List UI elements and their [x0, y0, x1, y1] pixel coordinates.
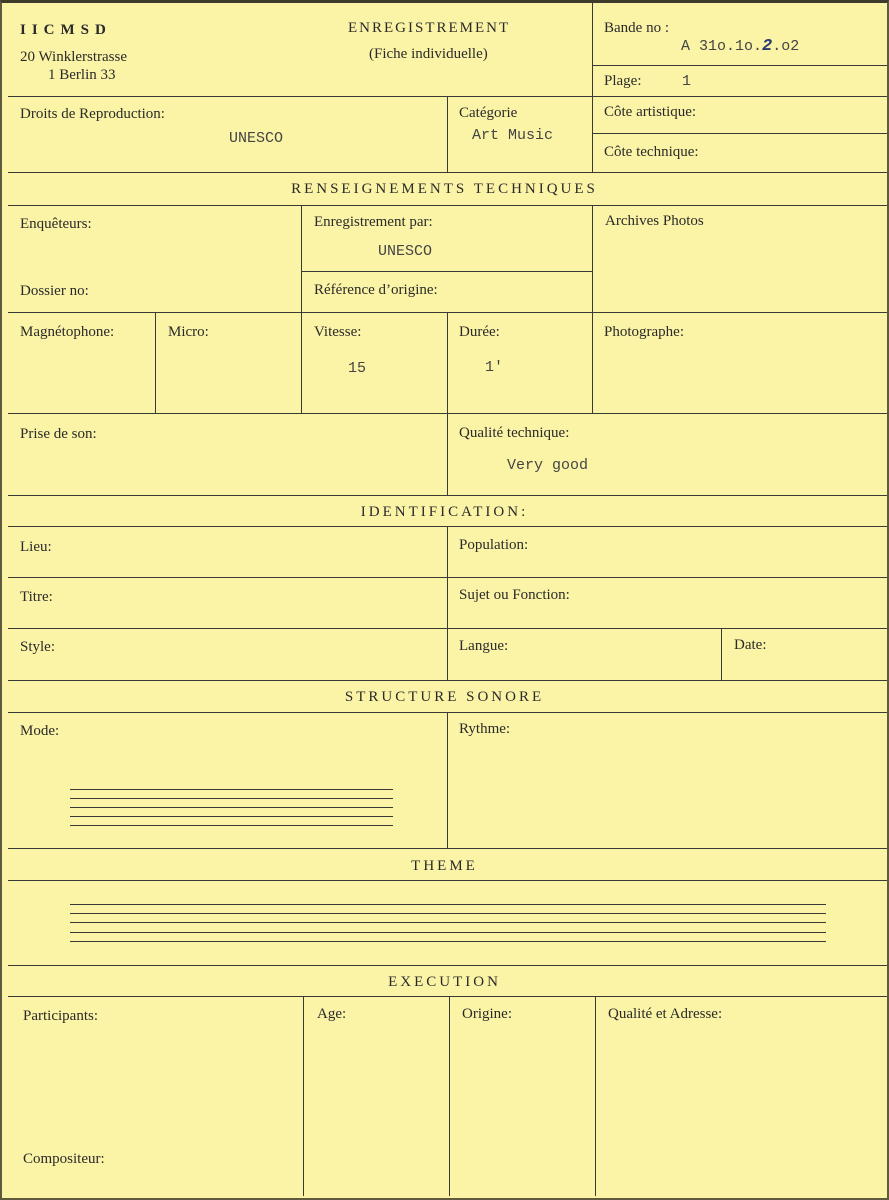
section-title-technical: RENSEIGNEMENTS TECHNIQUES: [291, 181, 598, 197]
bande-value-handwritten: 2: [762, 37, 773, 56]
divider: [8, 880, 887, 881]
magnetophone-label: Magnétophone:: [20, 324, 115, 340]
divider: [592, 133, 887, 134]
divider: [447, 96, 448, 172]
form-subtitle: (Fiche individuelle): [369, 46, 488, 62]
divider: [592, 3, 593, 172]
participants-label: Participants:: [23, 1008, 98, 1024]
plage-value: 1: [682, 73, 692, 90]
bande-value-suffix: .o2: [772, 38, 800, 55]
plage-label: Plage:: [604, 73, 642, 89]
divider: [8, 680, 887, 681]
form-title: ENREGISTREMENT: [348, 20, 511, 36]
titre-label: Titre:: [20, 589, 53, 605]
section-title-theme: THEME: [411, 858, 478, 874]
enregistrement-par-label: Enregistrement par:: [314, 214, 433, 230]
divider: [592, 65, 887, 66]
compositeur-label: Compositeur:: [23, 1151, 105, 1167]
bande-value: [681, 37, 799, 56]
institute-logo: IICMSD: [20, 22, 112, 38]
prise-de-son-label: Prise de son:: [20, 426, 97, 442]
divider: [303, 996, 304, 1196]
micro-label: Micro:: [168, 324, 209, 340]
enregistrement-par-value: UNESCO: [378, 243, 433, 260]
categorie-value: Art Music: [472, 127, 554, 144]
cote-technique-label: Côte technique:: [604, 144, 699, 160]
divider: [301, 205, 302, 413]
qualite-technique-value: Very good: [507, 457, 589, 474]
sujet-label: Sujet ou Fonction:: [459, 587, 570, 603]
archives-photos-label: Archives Photos: [605, 213, 704, 229]
address-line1: 20 Winklerstrasse: [20, 49, 128, 65]
origine-label: Origine:: [462, 1006, 512, 1022]
divider: [8, 965, 887, 966]
photographe-label: Photographe:: [604, 324, 684, 340]
age-label: Age:: [317, 1006, 347, 1022]
droits-label: Droits de Reproduction:: [20, 106, 165, 122]
vitesse-label: Vitesse:: [314, 324, 362, 340]
bande-value-prefix: A 31o.1o.: [681, 38, 763, 55]
divider: [449, 996, 450, 1196]
qualite-technique-label: Qualité technique:: [459, 425, 570, 441]
categorie-label: Catégorie: [459, 105, 518, 121]
enqueteurs-label: Enquêteurs:: [20, 216, 92, 232]
style-label: Style:: [20, 639, 56, 655]
divider: [155, 312, 156, 413]
langue-label: Langue:: [459, 638, 509, 654]
divider: [447, 526, 448, 680]
divider: [301, 271, 592, 272]
divider: [8, 996, 887, 997]
cote-artistique-label: Côte artistique:: [604, 104, 697, 120]
section-title-identification: IDENTIFICATION:: [360, 504, 529, 520]
divider: [8, 848, 887, 849]
divider: [8, 172, 887, 173]
reference-label: Référence d’origine:: [314, 282, 438, 298]
address-line2: 1 Berlin 33: [48, 67, 116, 83]
divider: [592, 205, 593, 413]
dossier-label: Dossier no:: [20, 283, 89, 299]
mode-label: Mode:: [20, 723, 60, 739]
divider: [721, 628, 722, 680]
duree-label: Durée:: [459, 324, 500, 340]
bande-label: Bande no :: [604, 20, 669, 36]
divider: [8, 495, 887, 496]
date-label: Date:: [734, 637, 767, 653]
divider: [8, 205, 887, 206]
population-label: Population:: [459, 537, 529, 553]
lieu-label: Lieu:: [20, 539, 52, 555]
vitesse-value: 15: [348, 360, 367, 377]
rythme-label: Rythme:: [459, 721, 511, 737]
divider: [447, 712, 448, 848]
qualite-adresse-label: Qualité et Adresse:: [608, 1006, 723, 1022]
droits-value: UNESCO: [229, 130, 284, 147]
duree-value: 1': [485, 359, 504, 376]
section-title-structure: STRUCTURE SONORE: [344, 689, 545, 705]
section-title-execution: EXECUTION: [388, 974, 501, 990]
divider: [595, 996, 596, 1196]
divider: [447, 312, 448, 495]
